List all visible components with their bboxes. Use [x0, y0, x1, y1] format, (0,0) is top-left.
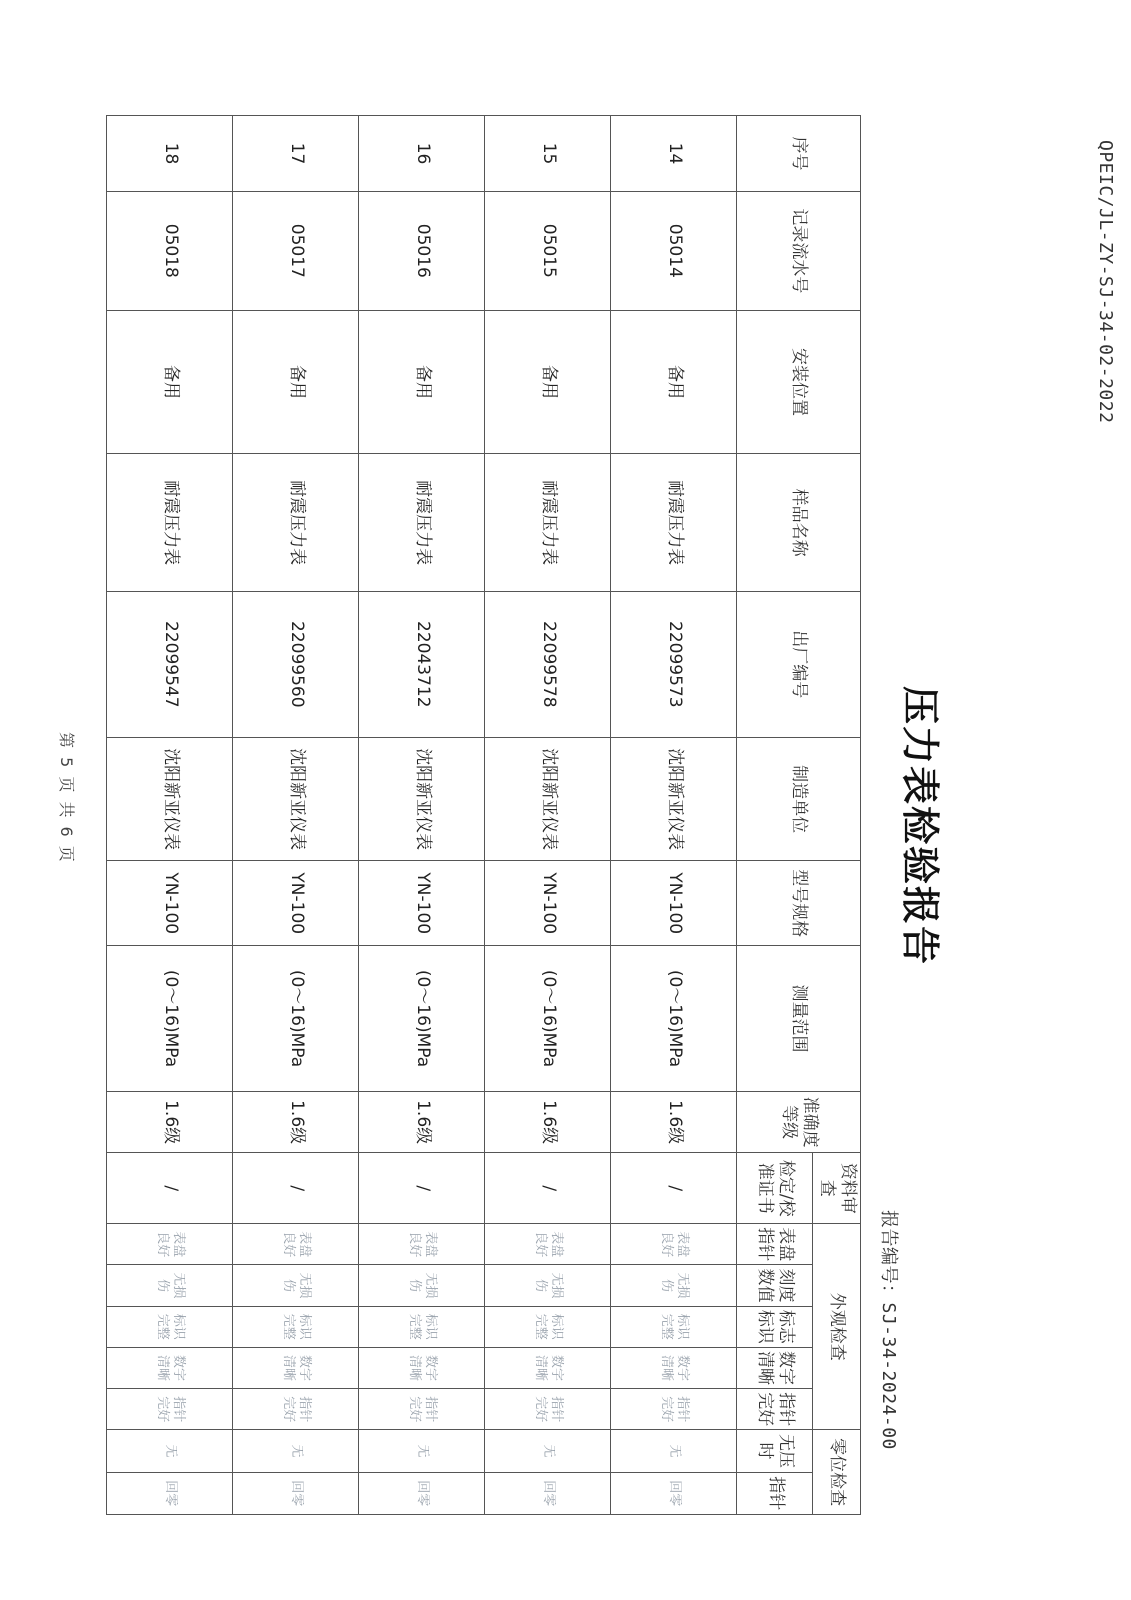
cell-range: (0～16)MPa [233, 946, 359, 1092]
cell-model: YN-100 [485, 861, 611, 946]
cell-accuracy: 1.6级 [233, 1091, 359, 1152]
cell-app-3: 标识完整 [233, 1306, 359, 1347]
header-cert-no: 检定/校准证书 [737, 1153, 813, 1224]
cell-factory-no: 22099578 [485, 591, 611, 737]
cell-app-4: 数字清晰 [485, 1347, 611, 1388]
cell-app-2: 无损伤 [107, 1265, 233, 1306]
header-factory-no: 出厂编号 [737, 591, 861, 737]
cell-record-no: 05017 [233, 192, 359, 310]
header-accuracy: 准确度等级 [737, 1091, 861, 1152]
header-zero-check: 零位检查 [813, 1430, 861, 1515]
cell-cert-no: / [611, 1153, 737, 1224]
cell-manufacturer: 沈阳新亚仪表 [485, 737, 611, 861]
cell-zero-1: 无 [359, 1430, 485, 1472]
cell-seq: 15 [485, 116, 611, 192]
header-row-1 [813, 116, 861, 1515]
cell-range: (0～16)MPa [107, 946, 233, 1092]
header-range: 测量范围 [737, 946, 861, 1092]
report-title: 压力表检验报告 [898, 686, 943, 967]
cell-record-no: 05014 [611, 192, 737, 310]
cell-cert-no: / [107, 1153, 233, 1224]
cell-manufacturer: 沈阳新亚仪表 [359, 737, 485, 861]
cell-app-4: 数字清晰 [611, 1347, 737, 1388]
cell-factory-no: 22099573 [611, 591, 737, 737]
cell-app-5: 指针完好 [233, 1389, 359, 1430]
cell-model: YN-100 [107, 861, 233, 946]
table-row [611, 116, 737, 1515]
cell-accuracy: 1.6级 [611, 1091, 737, 1152]
cell-manufacturer: 沈阳新亚仪表 [611, 737, 737, 861]
cell-cert-no: / [359, 1153, 485, 1224]
table-row [359, 116, 485, 1515]
report-number-value: SJ-34-2024-00 [878, 1302, 899, 1450]
cell-app-3: 标识完整 [611, 1306, 737, 1347]
header-model: 型号规格 [737, 861, 861, 946]
cell-manufacturer: 沈阳新亚仪表 [107, 737, 233, 861]
cell-app-2: 无损伤 [233, 1265, 359, 1306]
cell-install-location: 备用 [359, 310, 485, 454]
header-zero-1: 无压时 [737, 1430, 813, 1472]
header-app-2: 刻度数值 [737, 1265, 813, 1306]
header-app-5: 指针完好 [737, 1389, 813, 1430]
header-manufacturer: 制造单位 [737, 737, 861, 861]
table-row [485, 116, 611, 1515]
header-record-no: 记录流水号 [737, 192, 861, 310]
cell-seq: 16 [359, 116, 485, 192]
cell-app-2: 无损伤 [611, 1265, 737, 1306]
cell-app-1: 表盘良好 [611, 1224, 737, 1265]
cell-install-location: 备用 [485, 310, 611, 454]
cell-accuracy: 1.6级 [359, 1091, 485, 1152]
cell-range: (0～16)MPa [359, 946, 485, 1092]
cell-sample-name: 耐震压力表 [359, 454, 485, 591]
cell-seq: 14 [611, 116, 737, 192]
cell-app-5: 指针完好 [359, 1389, 485, 1430]
report-number [877, 1210, 903, 1450]
cell-model: YN-100 [611, 861, 737, 946]
cell-zero-2: 回零 [359, 1472, 485, 1514]
table-row [107, 116, 233, 1515]
cell-accuracy: 1.6级 [485, 1091, 611, 1152]
cell-zero-1: 无 [485, 1430, 611, 1472]
cell-record-no: 05015 [485, 192, 611, 310]
header-appearance: 外观检查 [813, 1224, 861, 1430]
cell-install-location: 备用 [107, 310, 233, 454]
cell-record-no: 05016 [359, 192, 485, 310]
cell-range: (0～16)MPa [611, 946, 737, 1092]
cell-zero-2: 回零 [611, 1472, 737, 1514]
cell-accuracy: 1.6级 [107, 1091, 233, 1152]
cell-app-4: 数字清晰 [107, 1347, 233, 1388]
report-number-label: 报告编号： [878, 1210, 899, 1303]
header-seq: 序号 [737, 116, 861, 192]
cell-app-4: 数字清晰 [359, 1347, 485, 1388]
cell-zero-2: 回零 [485, 1472, 611, 1514]
cell-app-1: 表盘良好 [359, 1224, 485, 1265]
cell-app-2: 无损伤 [485, 1265, 611, 1306]
cell-sample-name: 耐震压力表 [485, 454, 611, 591]
cell-cert-no: / [233, 1153, 359, 1224]
cell-app-4: 数字清晰 [233, 1347, 359, 1388]
cell-install-location: 备用 [611, 310, 737, 454]
header-zero-2: 指针 [737, 1472, 813, 1514]
cell-app-2: 无损伤 [359, 1265, 485, 1306]
inspection-table [107, 115, 862, 1515]
table-row [233, 116, 359, 1515]
cell-app-3: 标识完整 [107, 1306, 233, 1347]
cell-cert-no: / [485, 1153, 611, 1224]
cell-zero-2: 回零 [233, 1472, 359, 1514]
document-code: QPEIC/JL-ZY-SJ-34-02-2022 [1095, 140, 1116, 424]
cell-app-5: 指针完好 [485, 1389, 611, 1430]
cell-record-no: 05018 [107, 192, 233, 310]
cell-model: YN-100 [233, 861, 359, 946]
header-data-review: 资料审查 [813, 1153, 861, 1224]
cell-factory-no: 22043712 [359, 591, 485, 737]
cell-app-1: 表盘良好 [233, 1224, 359, 1265]
header-app-3: 标志标识 [737, 1306, 813, 1347]
cell-app-3: 标识完整 [485, 1306, 611, 1347]
cell-seq: 18 [107, 116, 233, 192]
cell-install-location: 备用 [233, 310, 359, 454]
cell-sample-name: 耐震压力表 [233, 454, 359, 591]
cell-app-1: 表盘良好 [107, 1224, 233, 1265]
cell-app-5: 指针完好 [107, 1389, 233, 1430]
cell-seq: 17 [233, 116, 359, 192]
header-sample-name: 样品名称 [737, 454, 861, 591]
cell-zero-1: 无 [233, 1430, 359, 1472]
cell-range: (0～16)MPa [485, 946, 611, 1092]
cell-sample-name: 耐震压力表 [107, 454, 233, 591]
header-install-location: 安装位置 [737, 310, 861, 454]
cell-factory-no: 22099547 [107, 591, 233, 737]
cell-zero-1: 无 [107, 1430, 233, 1472]
header-app-1: 表盘指针 [737, 1224, 813, 1265]
cell-app-3: 标识完整 [359, 1306, 485, 1347]
cell-manufacturer: 沈阳新亚仪表 [233, 737, 359, 861]
cell-zero-2: 回零 [107, 1472, 233, 1514]
cell-sample-name: 耐震压力表 [611, 454, 737, 591]
header-app-4: 数字清晰 [737, 1347, 813, 1388]
page-footer: 第 5 页 共 6 页 [57, 732, 76, 864]
cell-zero-1: 无 [611, 1430, 737, 1472]
cell-factory-no: 22099560 [233, 591, 359, 737]
cell-app-1: 表盘良好 [485, 1224, 611, 1265]
cell-app-5: 指针完好 [611, 1389, 737, 1430]
cell-model: YN-100 [359, 861, 485, 946]
